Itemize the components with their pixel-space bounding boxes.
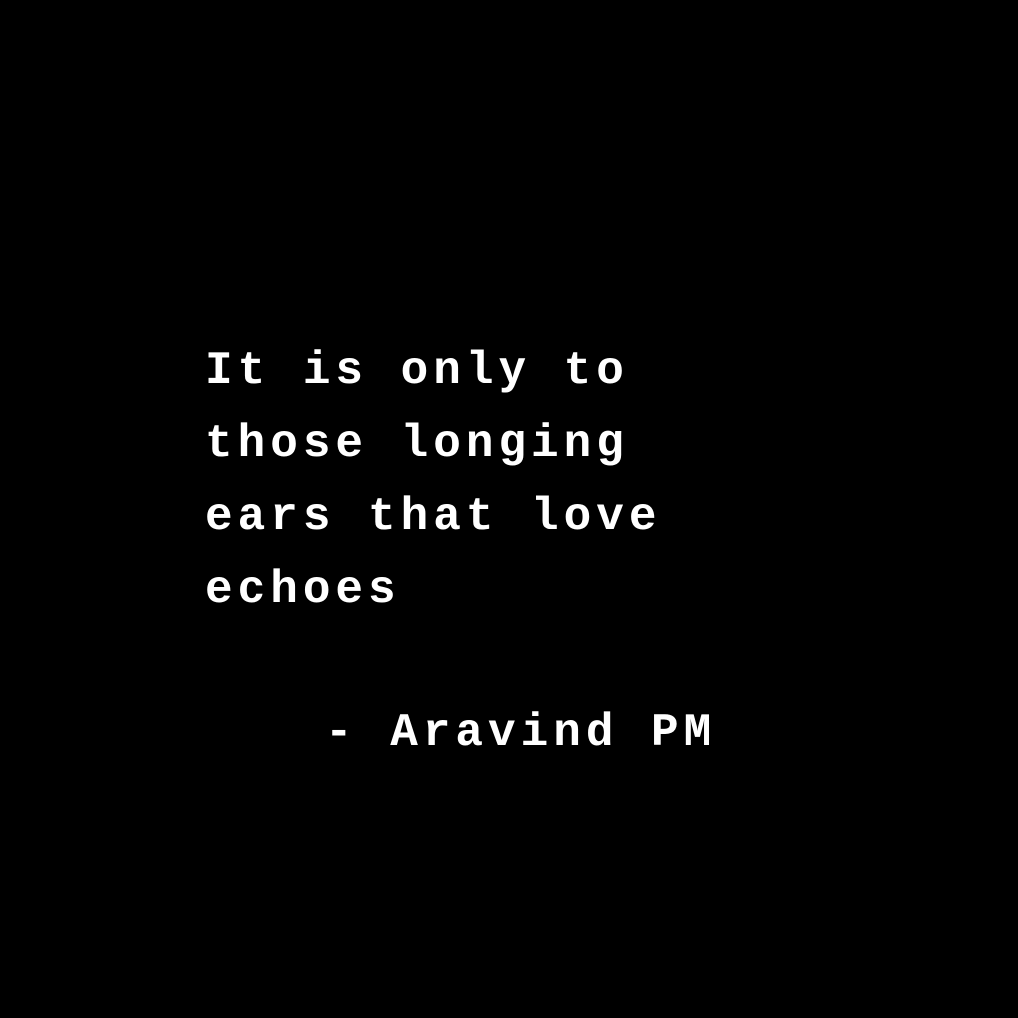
quote-line-4: echoes xyxy=(205,564,401,616)
quote-line-1: It is only to xyxy=(205,345,629,397)
quote-line-2: those longing xyxy=(205,418,629,470)
quote-text xyxy=(205,335,661,627)
quote-attribution: - Aravind PM xyxy=(325,707,717,759)
quote-line-3: ears that love xyxy=(205,491,662,543)
